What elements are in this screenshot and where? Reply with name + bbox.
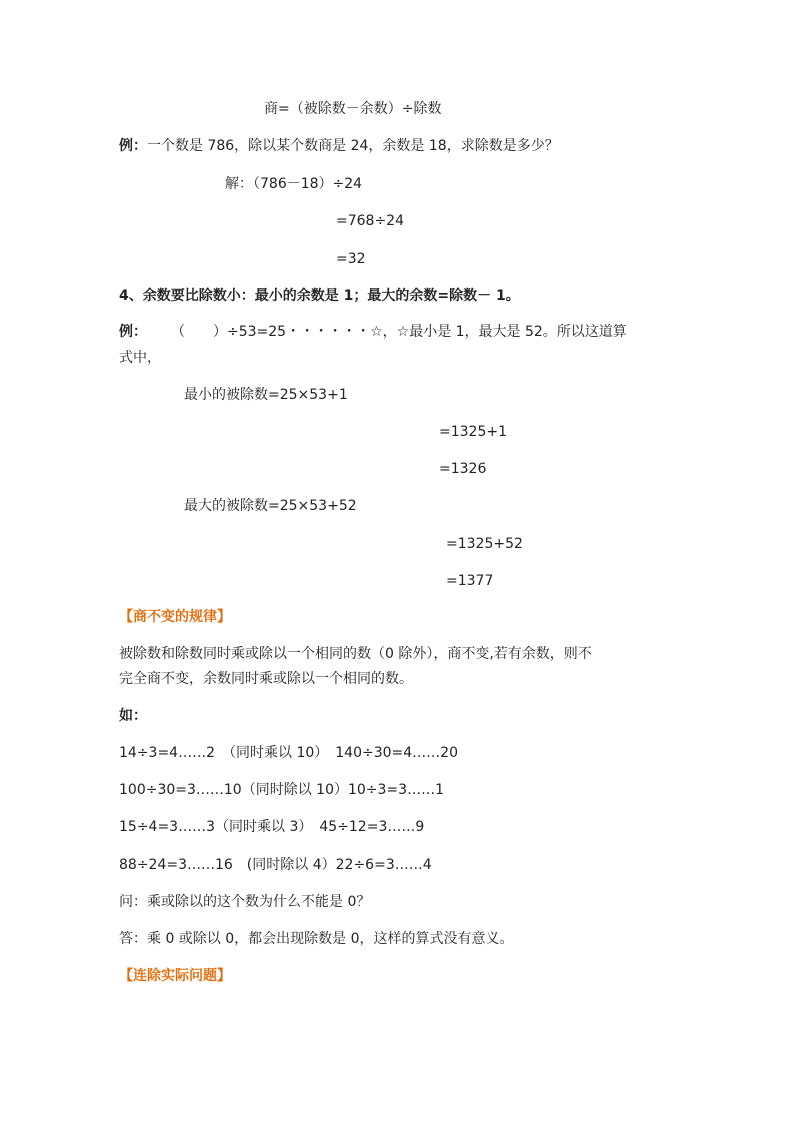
example-prefix: 例： [119, 138, 147, 154]
invariant-example2: 100÷30=3……10（同时除以 10）10÷3=3……1 [119, 782, 444, 798]
max-dividend-step2: =1377 [446, 573, 494, 589]
example2-line2: 式中， [119, 350, 161, 366]
min-dividend-step1: =1325+1 [439, 424, 507, 440]
example1-step2: =768÷24 [336, 213, 404, 229]
rule4-line: 4、余数要比除数小：最小的余数是 1；最大的余数=除数－ 1。 [119, 288, 520, 304]
example-prefix: 例： [119, 324, 147, 340]
invariant-heading: 【商不变的规律】 [119, 609, 231, 625]
invariant-example1: 14÷3=4……2 （同时乘以 10） 140÷30=4……20 [119, 745, 458, 761]
formula-line: 商=（被除数－余数）÷除数 [264, 101, 442, 117]
max-dividend-step1: =1325+52 [446, 536, 523, 552]
min-dividend-step2: =1326 [439, 461, 487, 477]
invariant-example4: 88÷24=3……16 (同时除以 4）22÷6=3……4 [119, 857, 432, 873]
invariant-para1: 被除数和除数同时乘或除以一个相同的数（0 除外），商不变,若有余数，则不 [119, 646, 592, 662]
example1-text: 一个数是 786，除以某个数商是 24，余数是 18，求除数是多少？ [147, 138, 559, 154]
min-dividend-label: 最小的被除数=25×53+1 [184, 387, 348, 403]
max-dividend-label: 最大的被除数=25×53+52 [184, 498, 357, 514]
invariant-question: 问：乘或除以的这个数为什么不能是 0？ [119, 894, 371, 910]
continuous-division-heading: 【连除实际问题】 [119, 968, 231, 984]
example2-line1 [119, 322, 627, 342]
invariant-para2: 完全商不变，余数同时乘或除以一个相同的数。 [119, 671, 413, 687]
example1-question [119, 136, 559, 156]
invariant-ru: 如： [119, 708, 147, 724]
example2-text: （ ）÷53=25・・・・・・☆，☆最小是 1，最大是 52。所以这道算 [171, 324, 627, 340]
example1-step1: 解：（786－18）÷24 [225, 176, 363, 192]
invariant-answer: 答：乘 0 或除以 0，都会出现除数是 0，这样的算式没有意义。 [119, 931, 514, 947]
example1-step3: =32 [336, 251, 366, 267]
invariant-example3: 15÷4=3……3（同时乘以 3） 45÷12=3……9 [119, 819, 425, 835]
